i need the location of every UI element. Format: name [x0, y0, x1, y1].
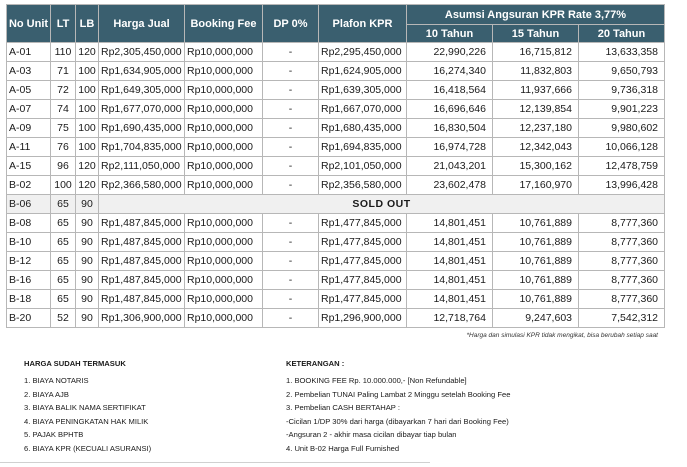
- list-item: 1. BOOKING FEE Rp. 10.000.000,- [Non Refundable]: [286, 376, 467, 385]
- cell-booking-fee: Rp10,000,000: [185, 271, 263, 290]
- cell-harga-jual: Rp1,487,845,000: [99, 214, 185, 233]
- list-item: 4. Unit B-02 Harga Full Furnished: [286, 443, 400, 453]
- cell-booking-fee: Rp10,000,000: [185, 138, 263, 157]
- table-row: [7, 138, 665, 157]
- cell-unit: A-05: [7, 81, 51, 100]
- cell-plafon-kpr: Rp1,477,845,000: [319, 214, 407, 233]
- cell-15-tahun: 12,342,043: [493, 138, 579, 157]
- cell-10-tahun: 14,801,451: [407, 214, 493, 233]
- cell-10-tahun: 23,602,478: [407, 176, 493, 195]
- table-row: [7, 290, 665, 309]
- header-asumsi-angsuran: Asumsi Angsuran KPR Rate 3,77%: [407, 5, 665, 25]
- table-row: [7, 233, 665, 252]
- cell-plafon-kpr: Rp1,667,070,000: [319, 100, 407, 119]
- cell-10-tahun: 12,718,764: [407, 309, 493, 328]
- cell-20-tahun: 9,736,318: [579, 81, 665, 100]
- cell-dp: -: [263, 43, 319, 62]
- table-row: [7, 176, 665, 195]
- cell-lb: 100: [76, 138, 99, 157]
- cell-harga-jual: Rp2,366,580,000: [99, 176, 185, 195]
- cell-lb: 90: [76, 195, 99, 214]
- cell-harga-jual: Rp1,704,835,000: [99, 138, 185, 157]
- cell-lt: 72: [51, 81, 76, 100]
- cell-15-tahun: 12,237,180: [493, 119, 579, 138]
- harga-termasuk-title: HARGA SUDAH TERMASUK: [24, 359, 126, 368]
- cell-booking-fee: Rp10,000,000: [185, 81, 263, 100]
- cell-15-tahun: 10,761,889: [493, 271, 579, 290]
- header-10-tahun: 10 Tahun: [407, 25, 493, 43]
- list-item: 3. Pembelian CASH BERTAHAP :: [286, 403, 400, 413]
- cell-lt: 65: [51, 290, 76, 309]
- cell-15-tahun: 9,247,603: [493, 309, 579, 328]
- cell-lt: 65: [51, 195, 76, 214]
- cell-plafon-kpr: Rp1,477,845,000: [319, 252, 407, 271]
- cell-lb: 90: [76, 252, 99, 271]
- cell-dp: -: [263, 309, 319, 328]
- cell-10-tahun: 16,696,646: [407, 100, 493, 119]
- cell-15-tahun: 17,160,970: [493, 176, 579, 195]
- cell-20-tahun: 7,542,312: [579, 309, 665, 328]
- cell-booking-fee: Rp10,000,000: [185, 157, 263, 176]
- list-item: 2. BIAYA AJB: [24, 389, 69, 399]
- cell-unit: B-08: [7, 214, 51, 233]
- cell-15-tahun: 16,715,812: [493, 43, 579, 62]
- cell-dp: -: [263, 214, 319, 233]
- table-row: [7, 252, 665, 271]
- cell-dp: -: [263, 176, 319, 195]
- cell-harga-jual: Rp2,111,050,000: [99, 157, 185, 176]
- cell-plafon-kpr: Rp1,296,900,000: [319, 309, 407, 328]
- header-lb: LB: [76, 5, 99, 43]
- sold-out-label: SOLD OUT: [99, 195, 665, 214]
- header-booking-fee: Booking Fee: [185, 5, 263, 43]
- keterangan-section: [286, 359, 510, 456]
- cell-lb: 100: [76, 119, 99, 138]
- cell-20-tahun: 8,777,360: [579, 214, 665, 233]
- cell-20-tahun: 8,777,360: [579, 271, 665, 290]
- cell-lb: 90: [76, 290, 99, 309]
- cell-10-tahun: 14,801,451: [407, 233, 493, 252]
- cell-15-tahun: 15,300,162: [493, 157, 579, 176]
- cell-harga-jual: Rp1,487,845,000: [99, 233, 185, 252]
- cell-20-tahun: 9,980,602: [579, 119, 665, 138]
- cell-dp: -: [263, 100, 319, 119]
- header-20-tahun: 20 Tahun: [579, 25, 665, 43]
- cell-booking-fee: Rp10,000,000: [185, 252, 263, 271]
- cell-lb: 100: [76, 62, 99, 81]
- cell-booking-fee: Rp10,000,000: [185, 100, 263, 119]
- cell-15-tahun: 10,761,889: [493, 290, 579, 309]
- table-row: [7, 119, 665, 138]
- cell-dp: -: [263, 252, 319, 271]
- cell-lt: 52: [51, 309, 76, 328]
- harga-termasuk-section: [24, 359, 151, 456]
- cell-unit: B-12: [7, 252, 51, 271]
- cell-lb: 100: [76, 100, 99, 119]
- header-no-unit: No Unit: [7, 5, 51, 43]
- cell-10-tahun: 14,801,451: [407, 252, 493, 271]
- cell-unit: A-01: [7, 43, 51, 62]
- cell-20-tahun: 8,777,360: [579, 290, 665, 309]
- cell-lt: 65: [51, 271, 76, 290]
- cell-plafon-kpr: Rp2,356,580,000: [319, 176, 407, 195]
- cell-10-tahun: 16,418,564: [407, 81, 493, 100]
- cell-15-tahun: 12,139,854: [493, 100, 579, 119]
- cell-lt: 110: [51, 43, 76, 62]
- header-harga-jual: Harga Jual: [99, 5, 185, 43]
- sold-out-row: [7, 195, 665, 214]
- table-row: [7, 309, 665, 328]
- cell-plafon-kpr: Rp1,477,845,000: [319, 290, 407, 309]
- header-plafon-kpr: Plafon KPR: [319, 5, 407, 43]
- cell-lt: 65: [51, 233, 76, 252]
- divider: [0, 462, 430, 463]
- cell-unit: A-07: [7, 100, 51, 119]
- table-row: [7, 100, 665, 119]
- cell-20-tahun: 13,633,358: [579, 43, 665, 62]
- cell-20-tahun: 8,777,360: [579, 252, 665, 271]
- cell-harga-jual: Rp1,634,905,000: [99, 62, 185, 81]
- list-item: 3. BIAYA BALIK NAMA SERTIFIKAT: [24, 403, 146, 413]
- cell-10-tahun: 21,043,201: [407, 157, 493, 176]
- cell-15-tahun: 11,832,803: [493, 62, 579, 81]
- cell-unit: B-20: [7, 309, 51, 328]
- cell-dp: -: [263, 290, 319, 309]
- cell-unit: B-06: [7, 195, 51, 214]
- header-15-tahun: 15 Tahun: [493, 25, 579, 43]
- cell-plafon-kpr: Rp1,694,835,000: [319, 138, 407, 157]
- cell-20-tahun: 12,478,759: [579, 157, 665, 176]
- cell-lt: 96: [51, 157, 76, 176]
- cell-plafon-kpr: Rp1,624,905,000: [319, 62, 407, 81]
- cell-harga-jual: Rp1,306,900,000: [99, 309, 185, 328]
- cell-booking-fee: Rp10,000,000: [185, 214, 263, 233]
- table-row: [7, 43, 665, 62]
- cell-lb: 120: [76, 176, 99, 195]
- cell-dp: -: [263, 138, 319, 157]
- cell-unit: A-15: [7, 157, 51, 176]
- cell-plafon-kpr: Rp2,295,450,000: [319, 43, 407, 62]
- price-table: [6, 4, 665, 328]
- cell-harga-jual: Rp1,690,435,000: [99, 119, 185, 138]
- cell-20-tahun: 9,650,793: [579, 62, 665, 81]
- cell-plafon-kpr: Rp1,639,305,000: [319, 81, 407, 100]
- cell-booking-fee: Rp10,000,000: [185, 233, 263, 252]
- keterangan-title: KETERANGAN :: [286, 359, 345, 368]
- cell-lt: 65: [51, 252, 76, 271]
- table-row: [7, 271, 665, 290]
- cell-lb: 100: [76, 81, 99, 100]
- cell-unit: A-09: [7, 119, 51, 138]
- cell-dp: -: [263, 119, 319, 138]
- cell-10-tahun: 16,830,504: [407, 119, 493, 138]
- cell-unit: A-11: [7, 138, 51, 157]
- cell-lb: 90: [76, 233, 99, 252]
- cell-20-tahun: 10,066,128: [579, 138, 665, 157]
- header-dp: DP 0%: [263, 5, 319, 43]
- cell-booking-fee: Rp10,000,000: [185, 119, 263, 138]
- cell-20-tahun: 8,777,360: [579, 233, 665, 252]
- table-row: [7, 81, 665, 100]
- cell-plafon-kpr: Rp1,680,435,000: [319, 119, 407, 138]
- cell-lb: 120: [76, 43, 99, 62]
- table-row: [7, 214, 665, 233]
- table-row: [7, 62, 665, 81]
- cell-dp: -: [263, 157, 319, 176]
- cell-10-tahun: 14,801,451: [407, 290, 493, 309]
- cell-plafon-kpr: Rp1,477,845,000: [319, 233, 407, 252]
- cell-plafon-kpr: Rp2,101,050,000: [319, 157, 407, 176]
- cell-harga-jual: Rp1,677,070,000: [99, 100, 185, 119]
- cell-harga-jual: Rp1,487,845,000: [99, 252, 185, 271]
- cell-10-tahun: 14,801,451: [407, 271, 493, 290]
- cell-dp: -: [263, 271, 319, 290]
- list-item: 5. PAJAK BPHTB: [24, 430, 84, 440]
- cell-harga-jual: Rp2,305,450,000: [99, 43, 185, 62]
- table-row: [7, 157, 665, 176]
- cell-unit: B-02: [7, 176, 51, 195]
- cell-lb: 90: [76, 271, 99, 290]
- list-item: -Cicilan 1/DP 30% dari harga (dibayarkan 7 hari dari Booking Fee): [286, 416, 509, 426]
- cell-lt: 71: [51, 62, 76, 81]
- table-body: [7, 43, 665, 328]
- cell-unit: B-10: [7, 233, 51, 252]
- cell-lt: 75: [51, 119, 76, 138]
- cell-10-tahun: 16,974,728: [407, 138, 493, 157]
- disclaimer-note: *Harga dan simulasi KPR tidak mengikat, bisa berubah setiap saat: [466, 332, 658, 339]
- cell-unit: B-18: [7, 290, 51, 309]
- cell-booking-fee: Rp10,000,000: [185, 176, 263, 195]
- list-item: -Angsuran 2 - akhir masa cicilan dibayar tiap bulan: [286, 430, 457, 440]
- cell-lt: 100: [51, 176, 76, 195]
- cell-dp: -: [263, 233, 319, 252]
- cell-unit: B-16: [7, 271, 51, 290]
- cell-harga-jual: Rp1,649,305,000: [99, 81, 185, 100]
- cell-lt: 74: [51, 100, 76, 119]
- cell-dp: -: [263, 62, 319, 81]
- table-header: [7, 5, 665, 43]
- cell-10-tahun: 22,990,226: [407, 43, 493, 62]
- cell-15-tahun: 10,761,889: [493, 252, 579, 271]
- cell-15-tahun: 11,937,666: [493, 81, 579, 100]
- list-item: 4. BIAYA PENINGKATAN HAK MILIK: [24, 416, 149, 426]
- list-item: 1. BIAYA NOTARIS: [24, 376, 89, 385]
- cell-booking-fee: Rp10,000,000: [185, 43, 263, 62]
- cell-booking-fee: Rp10,000,000: [185, 290, 263, 309]
- cell-20-tahun: 13,996,428: [579, 176, 665, 195]
- cell-lt: 76: [51, 138, 76, 157]
- cell-dp: -: [263, 81, 319, 100]
- list-item: 2. Pembelian TUNAI Paling Lambat 2 Minggu setelah Booking Fee: [286, 389, 511, 399]
- cell-unit: A-03: [7, 62, 51, 81]
- cell-lb: 120: [76, 157, 99, 176]
- cell-15-tahun: 10,761,889: [493, 214, 579, 233]
- cell-lb: 90: [76, 309, 99, 328]
- cell-booking-fee: Rp10,000,000: [185, 62, 263, 81]
- cell-harga-jual: Rp1,487,845,000: [99, 271, 185, 290]
- cell-15-tahun: 10,761,889: [493, 233, 579, 252]
- cell-10-tahun: 16,274,340: [407, 62, 493, 81]
- cell-harga-jual: Rp1,487,845,000: [99, 290, 185, 309]
- cell-plafon-kpr: Rp1,477,845,000: [319, 271, 407, 290]
- cell-lt: 65: [51, 214, 76, 233]
- cell-20-tahun: 9,901,223: [579, 100, 665, 119]
- cell-lb: 90: [76, 214, 99, 233]
- header-lt: LT: [51, 5, 76, 43]
- list-item: 6. BIAYA KPR (KECUALI ASURANSI): [24, 443, 152, 453]
- cell-booking-fee: Rp10,000,000: [185, 309, 263, 328]
